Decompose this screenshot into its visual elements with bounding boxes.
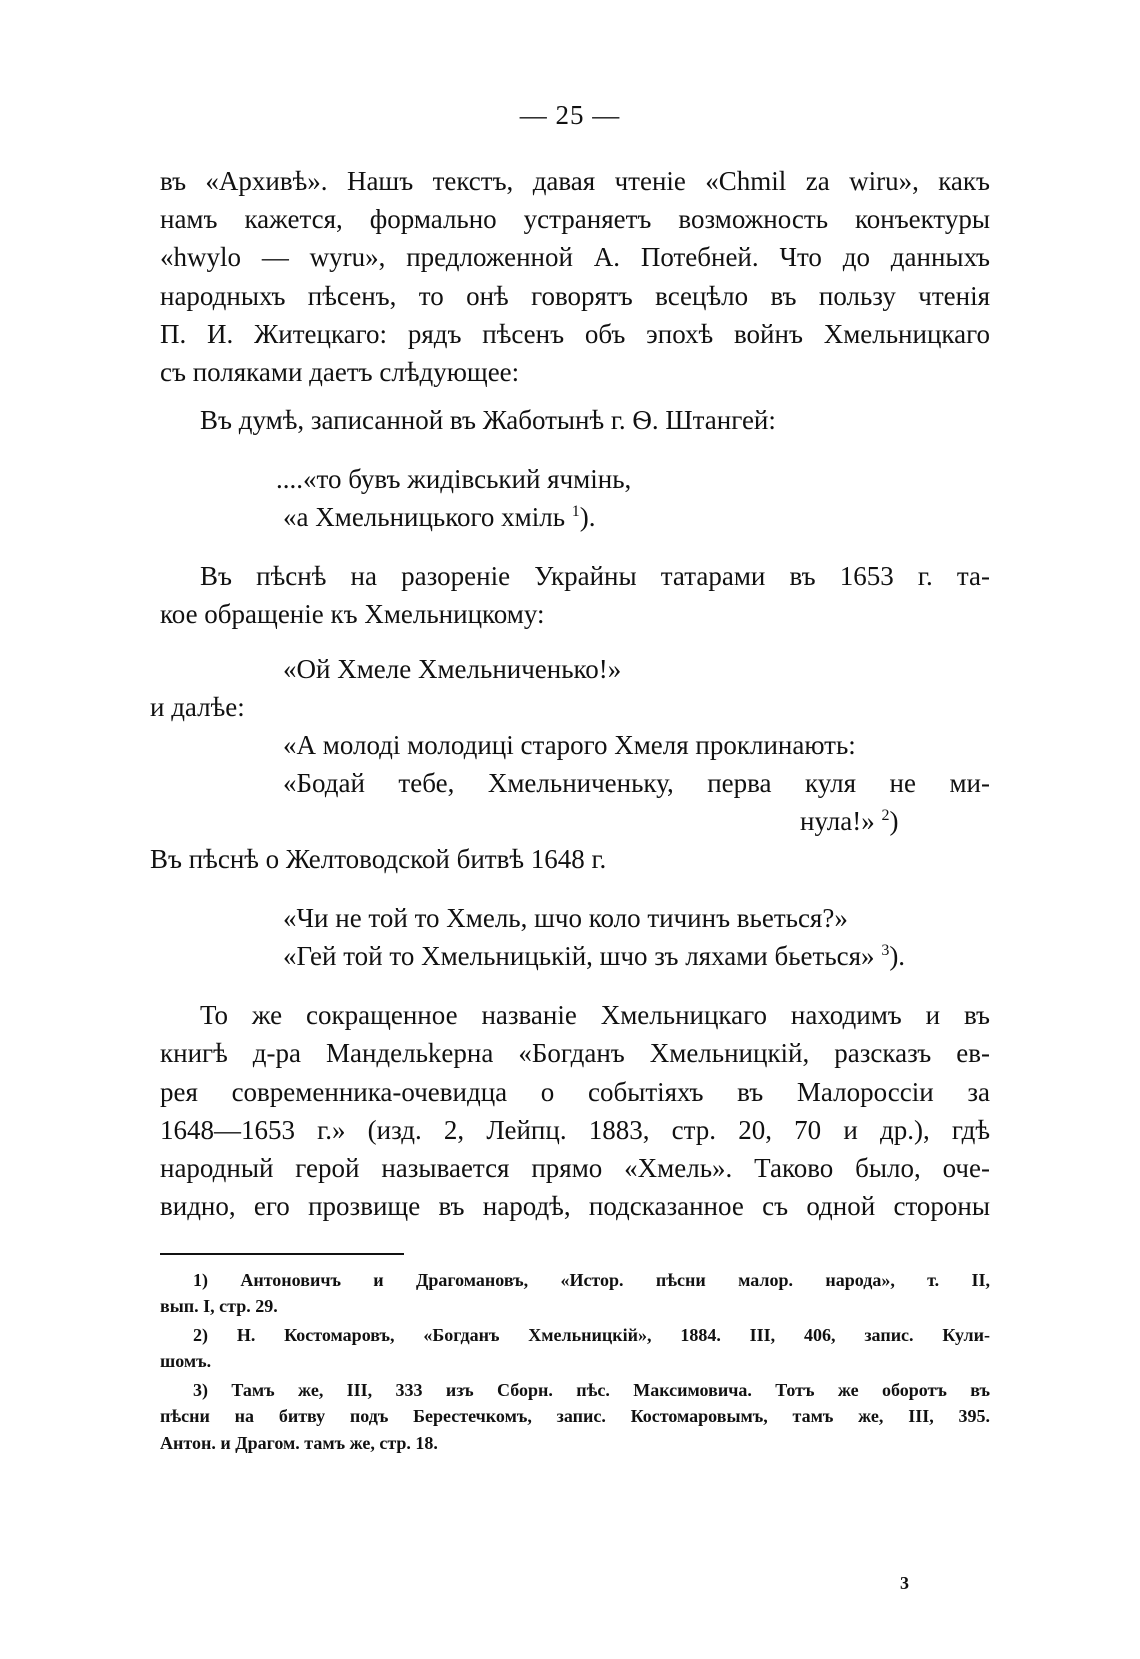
footnote-1-line-1: 1) Антоновичъ и Драгомановъ, «Истор. пѣсни малор. народа», т. II, bbox=[193, 1270, 990, 1290]
paragraph-1-line-2: намъ кажется, формально устраняетъ возможность конъектуры bbox=[160, 204, 990, 234]
duma-quote-line-2 bbox=[283, 502, 596, 532]
song-quote-1: «Ой Хмеле Хмельниченько!» bbox=[283, 654, 622, 684]
page-number: — 25 — bbox=[519, 100, 621, 130]
song-quote-3-line-2-text: «Гей той то Хмельницькій, шчо зъ ляхами бьеться» bbox=[283, 941, 875, 971]
footnote-3-line-2: пѣсни на битву подъ Берестечкомъ, запис. Костомаровымъ, тамъ же, III, 395. bbox=[160, 1406, 990, 1426]
footnote-2-line-2: шомъ. bbox=[160, 1351, 212, 1371]
battle-intro: Въ пѣснѣ о Желтоводской битвѣ 1648 г. bbox=[150, 844, 607, 874]
paragraph-1-line-3: «hwylo — wyru», предложенной А. Потебней. Что до данныхъ bbox=[160, 242, 990, 272]
song-quote-2-line-3-end: ) bbox=[889, 806, 899, 836]
paragraph-3-line-5: народный герой называется прямо «Хмель». Таково было, оче- bbox=[160, 1153, 990, 1183]
song-quote-2-line-3-text: нула!» bbox=[800, 806, 875, 836]
footnote-ref-1: 1 bbox=[571, 503, 580, 520]
and-further-label: и далѣе: bbox=[150, 692, 245, 722]
song-quote-3-line-1: «Чи не той то Хмель, шчо коло тичинъ вьеться?» bbox=[283, 903, 848, 933]
song-quote-2-line-1: «А молоді молодиці старого Хмеля проклинають: bbox=[283, 730, 856, 760]
paragraph-1-line-1: въ «Архивѣ». Нашъ текстъ, давая чтеніе «Chmil za wiru», какъ bbox=[160, 166, 990, 196]
footnote-3-line-1: 3) Тамъ же, III, 333 изъ Сборн. пѣс. Максимовича. Тотъ же оборотъ въ bbox=[193, 1380, 990, 1400]
duma-quote-line-2-end: ). bbox=[579, 502, 596, 532]
footnote-1-line-2: вып. I, стр. 29. bbox=[160, 1296, 278, 1316]
paragraph-1-line-5: П. И. Житецкаго: рядъ пѣсенъ объ эпохѣ войнъ Хмельницкаго bbox=[160, 319, 990, 349]
footnote-2-line-1: 2) Н. Костомаровъ, «Богданъ Хмельницкій», 1884. III, 406, запис. Кули- bbox=[193, 1325, 990, 1345]
paragraph-3-line-2: книгѣ д-ра Мандельkерна «Богданъ Хмельницкій, разсказъ ев- bbox=[160, 1038, 990, 1068]
song-quote-2-line-3 bbox=[800, 806, 898, 836]
footnote-ref-2: 2 bbox=[881, 807, 890, 824]
paragraph-1-line-4: народныхъ пѣсенъ, то онѣ говорятъ всецѣло въ пользу чтенія bbox=[160, 281, 990, 311]
paragraph-3-line-6: видно, его прозвище въ народѣ, подсказанное съ одной стороны bbox=[160, 1191, 990, 1221]
duma-quote-line-1: ....«то бувъ жидівський ячмінь, bbox=[276, 464, 632, 494]
paragraph-3-line-3: рея современника-очевидца о событіяхъ въ Малороссіи за bbox=[160, 1077, 990, 1107]
paragraph-3-line-1: То же сокращенное названіе Хмельницкаго находимъ и въ bbox=[200, 1000, 990, 1030]
signature-mark: 3 bbox=[900, 1573, 909, 1593]
paragraph-3-line-4: 1648—1653 г.» (изд. 2, Лейпц. 1883, стр. 20, 70 и др.), гдѣ bbox=[160, 1115, 990, 1145]
paragraph-2-line-2: кое обращеніе къ Хмельницкому: bbox=[160, 599, 545, 629]
song-quote-3-line-2 bbox=[283, 941, 905, 971]
duma-intro: Въ думѣ, записанной въ Жаботынѣ г. Ѳ. Штангей: bbox=[200, 405, 776, 435]
paragraph-1-line-6: съ поляками даетъ слѣдующее: bbox=[160, 357, 520, 387]
song-quote-3-line-2-end: ). bbox=[889, 941, 906, 971]
song-quote-2-line-2: «Бодай тебе, Хмельниченьку, перва куля не ми- bbox=[283, 768, 990, 798]
duma-quote-line-2-text: «а Хмельницького хміль bbox=[283, 502, 566, 532]
footnote-3-line-3: Антон. и Драгом. тамъ же, стр. 18. bbox=[160, 1433, 438, 1453]
footnote-ref-3: 3 bbox=[881, 942, 890, 959]
footnote-divider bbox=[160, 1253, 404, 1255]
paragraph-2-line-1: Въ пѣснѣ на разореніе Украйны татарами въ 1653 г. та- bbox=[200, 561, 990, 591]
